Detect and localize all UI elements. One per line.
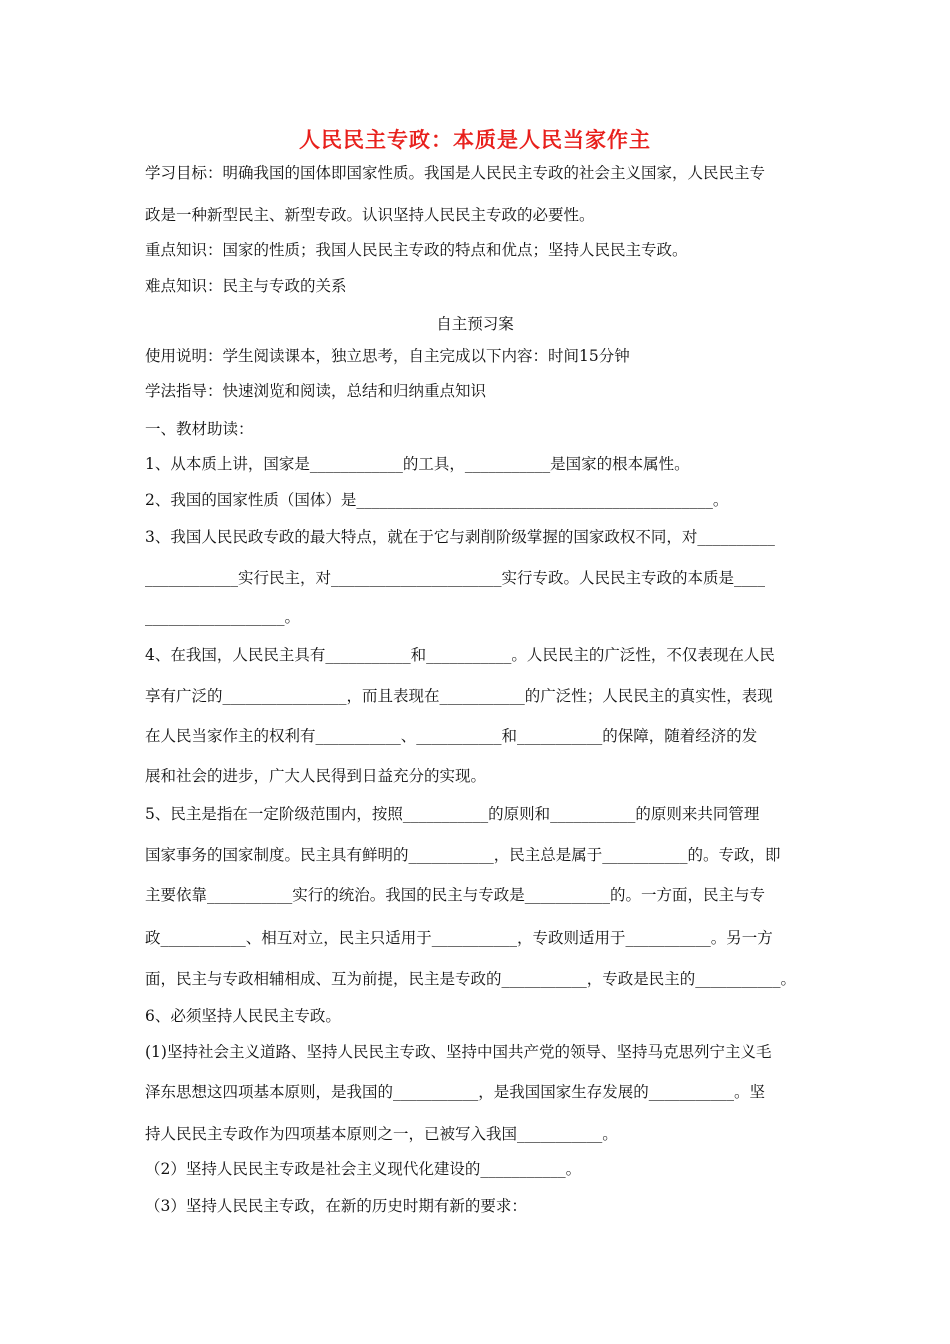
question-6-1-line-3: 持人民民主专政作为四项基本原则之一，已被写入我国___________。	[145, 1125, 618, 1143]
question-4-line-4: 展和社会的进步，广大人民得到日益充分的实现。	[145, 767, 487, 785]
question-6-1-line-2: 泽东思想这四项基本原则，是我国的___________，是我国国家生存发展的___________。坚	[145, 1083, 766, 1101]
question-6-1-line-1: (1)坚持社会主义道路、坚持人民民主专政、坚持中国共产党的领导、坚持马克思列宁主义毛	[145, 1043, 772, 1061]
question-6-heading: 6、必须坚持人民民主专政。	[145, 1007, 341, 1025]
question-3-line-3: __________________。	[145, 608, 301, 626]
text-line-learning-goal-2: 政是一种新型民主、新型专政。认识坚持人民民主专政的必要性。	[145, 206, 595, 224]
question-5-line-2: 国家事务的国家制度。民主具有鲜明的___________，民主总是属于___________的。专政，即	[145, 846, 781, 864]
question-4-line-1: 4、在我国，人民民主具有___________和___________。人民民主的广泛性，不仅表现在人民	[145, 646, 775, 664]
text-line-key-points: 重点知识：国家的性质；我国人民民主专政的特点和优点；坚持人民民主专政。	[145, 241, 688, 259]
text-line-difficult-points: 难点知识：民主与专政的关系	[145, 277, 347, 295]
question-2: 2、我国的国家性质（国体）是______________________________________________。	[145, 491, 729, 509]
question-3-line-2: ____________实行民主，对______________________实行专政。人民民主专政的本质是____	[145, 569, 766, 587]
section-heading-preview: 自主预习案	[436, 315, 514, 333]
question-4-line-2: 享有广泛的________________，而且表现在___________的广泛性；人民民主的真实性，表现	[145, 687, 773, 705]
question-6-3: （3）坚持人民民主专政，在新的历史时期有新的要求：	[145, 1197, 527, 1215]
question-3-line-1: 3、我国人民民政专政的最大特点，就在于它与剥削阶级掌握的国家政权不同，对__________	[145, 528, 775, 546]
question-4-line-3: 在人民当家作主的权利有___________、___________和___________的保障，随着经济的发	[145, 727, 758, 745]
question-5-line-3: 主要依靠___________实行的统治。我国的民主与专政是___________的。一方面，民主与专	[145, 886, 766, 904]
text-line-section-one: 一、教材助读：	[145, 420, 254, 438]
text-line-learning-goal-1: 学习目标：明确我国的国体即国家性质。我国是人民民主专政的社会主义国家，人民民主专	[145, 164, 766, 182]
question-5-line-4: 政___________、相互对立，民主只适用于___________，专政则适用于___________。另一方	[145, 929, 773, 947]
question-6-2: （2）坚持人民民主专政是社会主义现代化建设的___________。	[145, 1160, 582, 1178]
question-5-line-1: 5、民主是指在一定阶级范围内，按照___________的原则和___________的原则来共同管理	[145, 805, 760, 823]
question-1: 1、从本质上讲，国家是____________的工具，___________是国家的根本属性。	[145, 455, 690, 473]
text-line-study-method: 学法指导：快速浏览和阅读，总结和归纳重点知识	[145, 382, 487, 400]
text-line-instructions: 使用说明：学生阅读课本，独立思考，自主完成以下内容：时间15分钟	[145, 347, 630, 365]
document-title: 人民民主专政：本质是人民当家作主	[299, 128, 651, 152]
question-5-line-5: 面，民主与专政相辅相成、互为前提，民主是专政的___________，专政是民主的___________。	[145, 970, 797, 988]
